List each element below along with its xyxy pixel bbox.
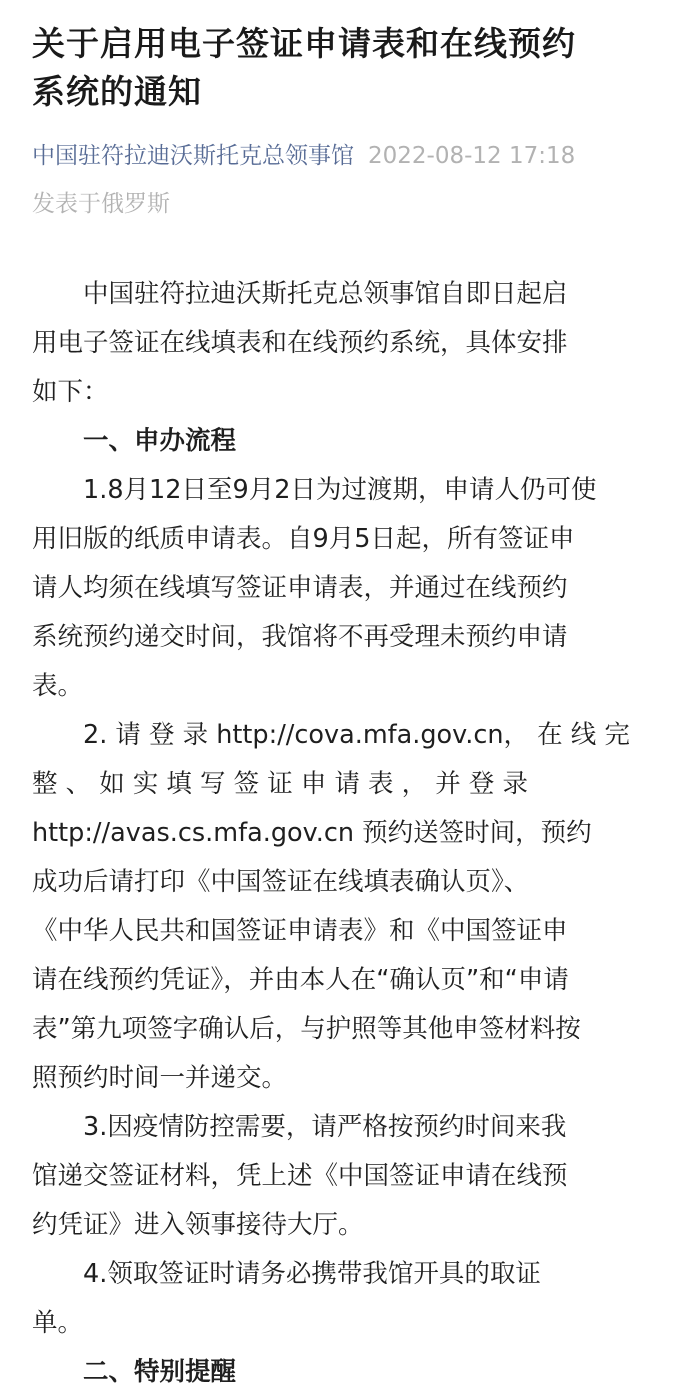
article-meta bbox=[32, 138, 575, 174]
body-line: 成功后请打印《中国签证在线填表确认页》、 bbox=[32, 867, 530, 897]
body-line: 整 、 如 实 填 写 签 证 申 请 表 ， 并 登 录 bbox=[32, 769, 528, 799]
body-line: 系统预约递交时间，我馆将不再受理未预约申请 bbox=[32, 622, 568, 652]
body-line: 表。 bbox=[32, 671, 84, 701]
body-line: 用电子签证在线填表和在线预约系统，具体安排 bbox=[32, 328, 568, 358]
body-line: 中国驻符拉迪沃斯托克总领事馆自即日起启 bbox=[32, 279, 568, 309]
body-line: 单。 bbox=[32, 1308, 84, 1338]
article-body bbox=[32, 270, 658, 1397]
account-name-link[interactable]: 中国驻符拉迪沃斯托克总领事馆 bbox=[32, 143, 354, 169]
article-title-line-1: 关于启用电子签证申请表和在线预约 bbox=[32, 24, 576, 63]
body-line: 2. 请 登 录 http://cova.mfa.gov.cn， 在 线 完 bbox=[32, 720, 630, 750]
article-title bbox=[32, 20, 662, 116]
section-heading-process: 一、申办流程 bbox=[32, 426, 237, 456]
article-title-line-2: 系统的通知 bbox=[32, 72, 202, 111]
body-line: 表”第九项签字确认后，与护照等其他申签材料按 bbox=[32, 1014, 581, 1044]
body-line: http://avas.cs.mfa.gov.cn 预约送签时间，预约 bbox=[32, 818, 592, 848]
body-line: 照预约时间一并递交。 bbox=[32, 1063, 288, 1093]
body-line: 1.8月12日至9月2日为过渡期，申请人仍可使 bbox=[32, 475, 597, 505]
body-line: 请在线预约凭证》，并由本人在“确认页”和“申请 bbox=[32, 965, 569, 995]
publish-time: 2022-08-12 17:18 bbox=[368, 143, 576, 169]
publish-location: 发表于俄罗斯 bbox=[32, 191, 170, 217]
body-line: 《中华人民共和国签证申请表》和《中国签证申 bbox=[32, 916, 568, 946]
body-line: 4.领取签证时请务必携带我馆开具的取证 bbox=[32, 1259, 541, 1289]
body-line: 3.因疫情防控需要，请严格按预约时间来我 bbox=[32, 1112, 567, 1142]
body-line: 馆递交签证材料，凭上述《中国签证申请在线预 bbox=[32, 1161, 568, 1191]
body-line: 约凭证》进入领事接待大厅。 bbox=[32, 1210, 364, 1240]
body-line: 用旧版的纸质申请表。自9月5日起，所有签证申 bbox=[32, 524, 575, 554]
body-line: 如下： bbox=[32, 377, 109, 407]
section-heading-reminder: 二、特别提醒 bbox=[32, 1357, 237, 1387]
body-line: 请人均须在线填写签证申请表，并通过在线预约 bbox=[32, 573, 568, 603]
